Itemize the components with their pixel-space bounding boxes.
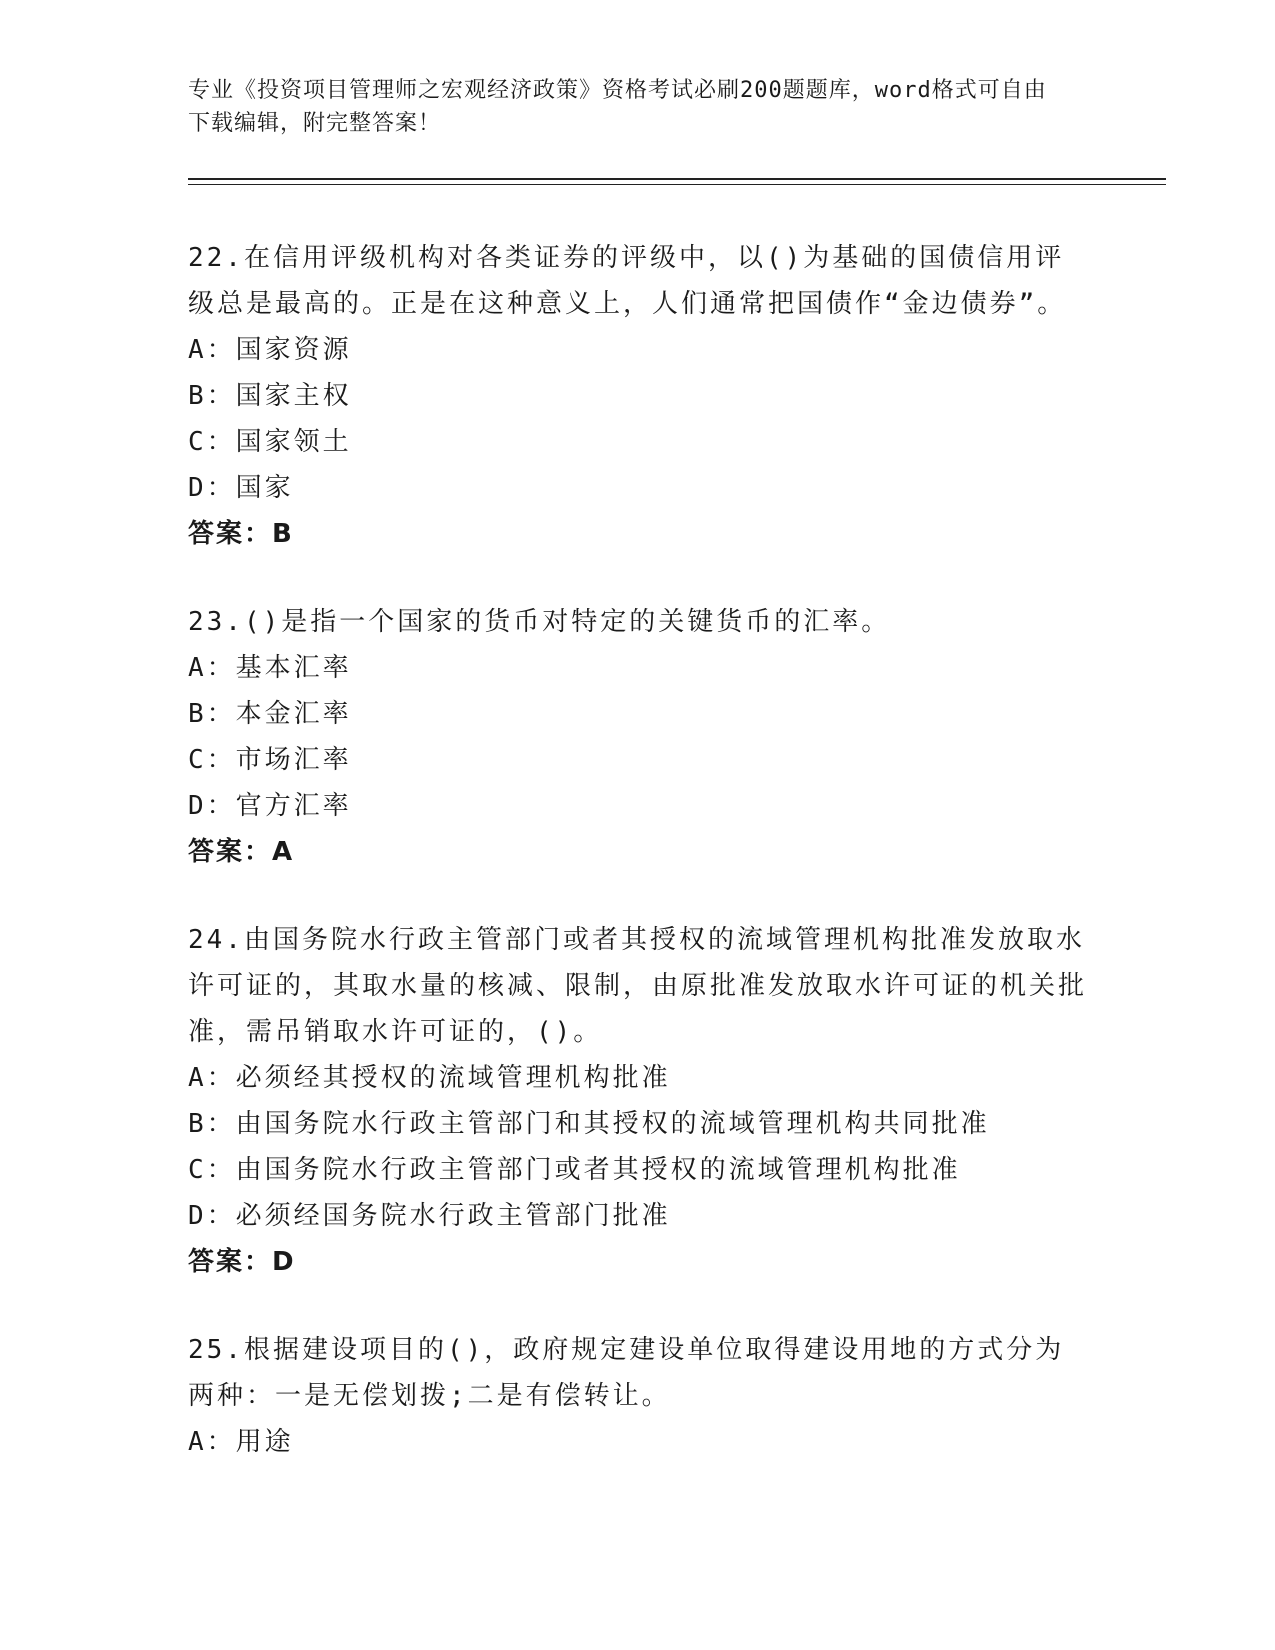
header-divider-thin — [188, 184, 1166, 185]
question-stem: 23.()是指一个国家的货币对特定的关键货币的汇率。 — [188, 607, 891, 637]
option-b: B：由国务院水行政主管部门和其授权的流域管理机构共同批准 — [188, 1109, 990, 1139]
question-23 — [188, 599, 1168, 875]
option-d: D：必须经国务院水行政主管部门批准 — [188, 1201, 671, 1231]
option-a: A：用途 — [188, 1427, 294, 1457]
question-25 — [188, 1327, 1168, 1465]
option-c: C：国家领土 — [188, 427, 352, 457]
answer: 答案：B — [188, 519, 294, 549]
option-a: A：国家资源 — [188, 335, 352, 365]
document-title: 专业《投资项目管理师之宏观经济政策》资格考试必刷200题题库，word格式可自由下载编辑，附完整答案！ — [188, 78, 1047, 136]
question-stem: 25.根据建设项目的()，政府规定建设单位取得建设用地的方式分为两种：一是无偿划拨;二是有偿转让。 — [188, 1335, 1065, 1411]
header-divider-thick — [188, 178, 1166, 180]
option-a: A：基本汇率 — [188, 653, 352, 683]
question-24 — [188, 917, 1168, 1285]
question-stem: 22.在信用评级机构对各类证券的评级中，以()为基础的国债信用评级总是最高的。正是在这种意义上，人们通常把国债作“金边债券”。 — [188, 243, 1067, 319]
option-d: D：国家 — [188, 473, 294, 503]
question-list — [188, 235, 1168, 1507]
question-22 — [188, 235, 1168, 557]
answer: 答案：D — [188, 1247, 296, 1277]
answer: 答案：A — [188, 837, 295, 867]
option-c: C：市场汇率 — [188, 745, 352, 775]
option-c: C：由国务院水行政主管部门或者其授权的流域管理机构批准 — [188, 1155, 961, 1185]
option-d: D：官方汇率 — [188, 791, 352, 821]
option-a: A：必须经其授权的流域管理机构批准 — [188, 1063, 671, 1093]
question-stem: 24.由国务院水行政主管部门或者其授权的流域管理机构批准发放取水许可证的，其取水量的核减、限制，由原批准发放取水许可证的机关批准，需吊销取水许可证的，()。 — [188, 925, 1088, 1047]
option-b: B：国家主权 — [188, 381, 352, 411]
option-b: B：本金汇率 — [188, 699, 352, 729]
